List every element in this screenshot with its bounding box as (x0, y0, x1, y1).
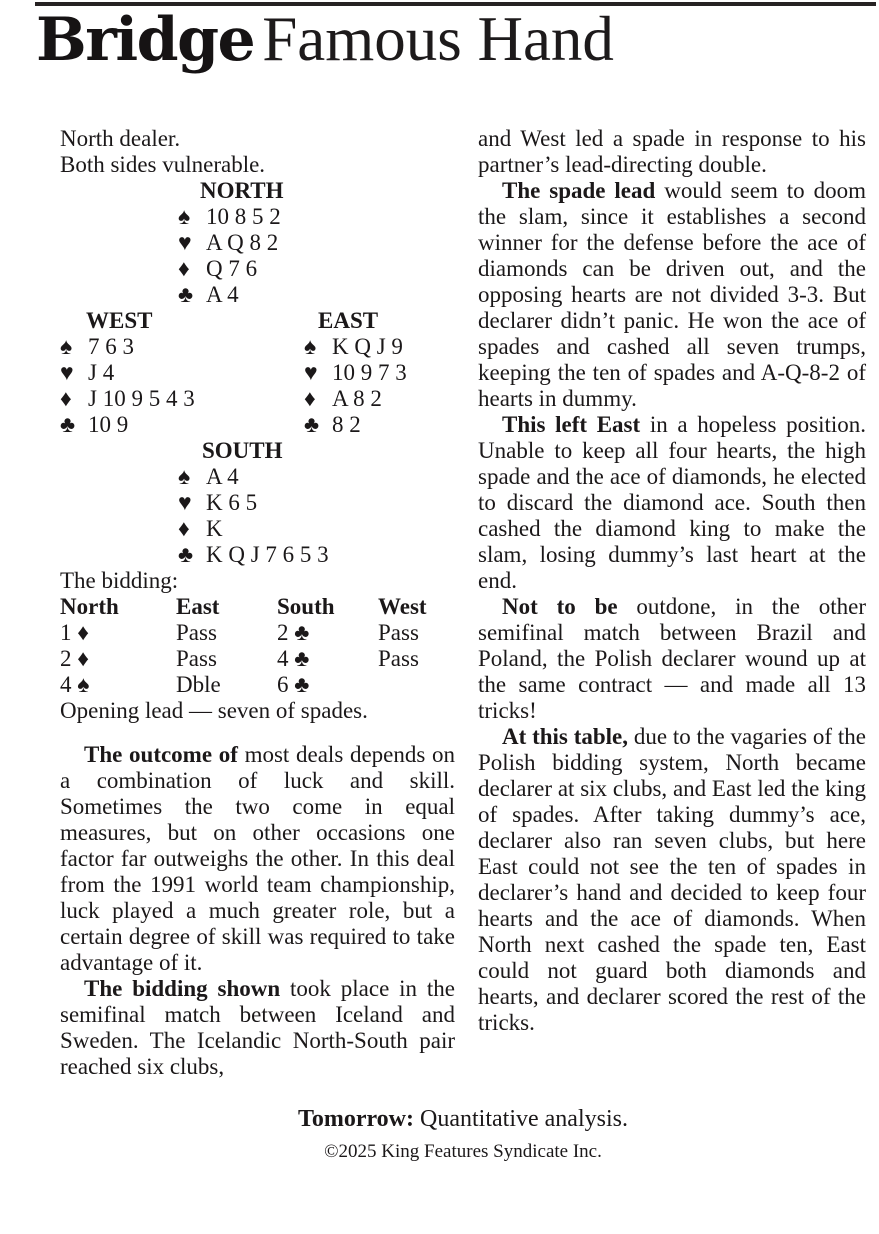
paragraph-text: due to the vagaries of the Polish bidding system, North became declarer at six clubs, and East led the king of spades. After taking dummy’s ace, declarer also ran seven clubs, but here East could not see the ten of spades in declarer’s hand and decided to keep four hearts and the ace of diamonds. When North next cashed the spade ten, East could not guard both diamonds and hearts, and declarer scored the rest of the tricks. (478, 724, 866, 1035)
opening-lead-line: Opening lead — seven of spades. (60, 698, 368, 723)
paragraph-text: outdone, in the other semifinal match between Brazil and Poland, the Polish declarer wound up at the same contract — and made all 13 tricks! (478, 594, 866, 723)
club-icon: ♣ (178, 542, 194, 567)
south-spade-cards: A 4 (206, 464, 239, 489)
south-diamond-cards: K (206, 516, 223, 541)
south-label: SOUTH (202, 438, 283, 463)
page-footer (60, 1106, 866, 1165)
north-spade-cards: 10 8 5 2 (206, 204, 281, 229)
west-label: WEST (86, 308, 153, 333)
south-hearts (178, 490, 455, 516)
west-hearts (60, 360, 304, 386)
paragraph-lead: Not to be (502, 594, 618, 619)
bid-cell: Dble (176, 672, 221, 697)
diamond-icon: ♦ (304, 386, 316, 411)
bidding-header-north: North (60, 594, 119, 619)
north-clubs (178, 282, 455, 308)
diamond-icon: ♦ (178, 256, 190, 281)
south-heart-cards: K 6 5 (206, 490, 258, 515)
copyright-line: ©2025 King Features Syndicate Inc. (324, 1141, 602, 1162)
west-spades (60, 334, 304, 360)
bid-cell: Pass (176, 620, 217, 645)
bid-cell: Pass (378, 646, 419, 671)
bid-cell: Pass (176, 646, 217, 671)
paragraph-lead: The bidding shown (84, 976, 281, 1001)
article-paragraph (478, 724, 866, 1036)
tomorrow-label: Tomorrow: (298, 1106, 415, 1132)
paragraph-text: in a hopeless position. Unable to keep all four hearts, the high spade and the ace of diamonds, he elected to discard the diamond ace. South then cashed the diamond king to make the slam, losing dummy’s last heart at the end. (478, 412, 866, 593)
spade-icon: ♠ (304, 334, 317, 359)
bid-cell: 2 ♦ (60, 646, 89, 671)
north-club-cards: A 4 (206, 282, 239, 307)
page-title (36, 4, 614, 75)
spade-icon: ♠ (178, 464, 191, 489)
heart-icon: ♥ (304, 360, 318, 385)
paragraph-text: would seem to doom the slam, since it establishes a second winner for the defense before the ace of diamonds can be driven out, and the opposing hearts are not divided 3-3. But declarer didn’t panic. He won the ace of spades and cashed all seven trumps, keeping the ten of spades and A-Q-8-2 of hearts in dummy. (478, 178, 866, 411)
card-diagram (60, 178, 455, 568)
paragraph-lead: This left East (502, 412, 641, 437)
bidding-header-west: West (378, 594, 427, 619)
club-icon: ♣ (178, 282, 194, 307)
article-paragraph (60, 742, 455, 976)
paragraph-text: took place in the semifinal match between Iceland and Sweden. The Icelandic North-South pair reached six clubs, (60, 976, 455, 1079)
vulnerable-line: Both sides vulnerable. (60, 152, 266, 177)
bidding-header-east: East (176, 594, 220, 619)
north-hearts (178, 230, 455, 256)
bidding-table (60, 594, 455, 698)
bid-cell: 4 ♠ (60, 672, 90, 697)
east-label: EAST (318, 308, 379, 333)
article-paragraph (60, 976, 455, 1080)
spade-icon: ♠ (60, 334, 73, 359)
heart-icon: ♥ (178, 490, 192, 515)
heart-icon: ♥ (178, 230, 192, 255)
article-paragraph (478, 594, 866, 724)
north-heart-cards: A Q 8 2 (206, 230, 279, 255)
article-paragraph (478, 178, 866, 412)
bidding-header-south: South (277, 594, 335, 619)
west-club-cards: 10 9 (88, 412, 129, 437)
column-subtitle: Famous Hand (262, 4, 614, 74)
east-spades (304, 334, 455, 360)
article-paragraph-continuation: and West led a spade in response to his partner’s lead-directing double. (478, 126, 866, 177)
spade-icon: ♠ (178, 204, 191, 229)
east-diamond-cards: A 8 2 (332, 386, 382, 411)
east-hearts (304, 360, 455, 386)
bid-cell: Pass (378, 620, 419, 645)
bidding-intro: The bidding: (60, 568, 179, 593)
club-icon: ♣ (304, 412, 320, 437)
north-diamonds (178, 256, 455, 282)
east-heart-cards: 10 9 7 3 (332, 360, 407, 385)
bid-cell: 6 ♣ (277, 672, 310, 697)
tomorrow-line (60, 1106, 866, 1132)
west-heart-cards: J 4 (88, 360, 115, 385)
west-diamond-cards: J 10 9 5 4 3 (88, 386, 195, 411)
diamond-icon: ♦ (60, 386, 72, 411)
bid-cell (378, 672, 455, 698)
diamond-icon: ♦ (178, 516, 190, 541)
right-column (478, 126, 866, 1036)
paragraph-lead: The spade lead (502, 178, 656, 203)
bid-cell: 4 ♣ (277, 646, 310, 671)
west-clubs (60, 412, 304, 438)
heart-icon: ♥ (60, 360, 74, 385)
paragraph-text: most deals depends on a combination of luck and skill. Sometimes the two come in equal measures, but on other occasions one factor far outweighs the other. In this deal from the 1991 world team championship, luck played a much greater role, but a certain degree of skill was required to take advantage of it. (60, 742, 456, 975)
east-diamonds (304, 386, 455, 412)
east-spade-cards: K Q J 9 (332, 334, 403, 359)
paragraph-lead: The outcome of (84, 742, 238, 767)
east-club-cards: 8 2 (332, 412, 361, 437)
article-paragraph (478, 412, 866, 594)
east-hand (304, 308, 455, 438)
bid-cell: 1 ♦ (60, 620, 89, 645)
west-spade-cards: 7 6 3 (88, 334, 134, 359)
south-spades (178, 464, 455, 490)
west-diamonds (60, 386, 304, 412)
bid-cell: 2 ♣ (277, 620, 310, 645)
paragraph-lead: At this table, (502, 724, 628, 749)
north-diamond-cards: Q 7 6 (206, 256, 258, 281)
south-diamonds (178, 516, 455, 542)
west-hand (60, 308, 304, 438)
south-club-cards: K Q J 7 6 5 3 (206, 542, 329, 567)
tomorrow-text: Quantitative analysis. (414, 1106, 628, 1132)
column-name: Bridge (36, 5, 255, 75)
north-label: NORTH (200, 178, 284, 203)
club-icon: ♣ (60, 412, 76, 437)
south-clubs (178, 542, 455, 568)
north-spades (178, 204, 455, 230)
left-column (60, 126, 455, 1080)
bidding-section (60, 568, 455, 724)
dealer-line: North dealer. (60, 126, 181, 151)
east-clubs (304, 412, 455, 438)
